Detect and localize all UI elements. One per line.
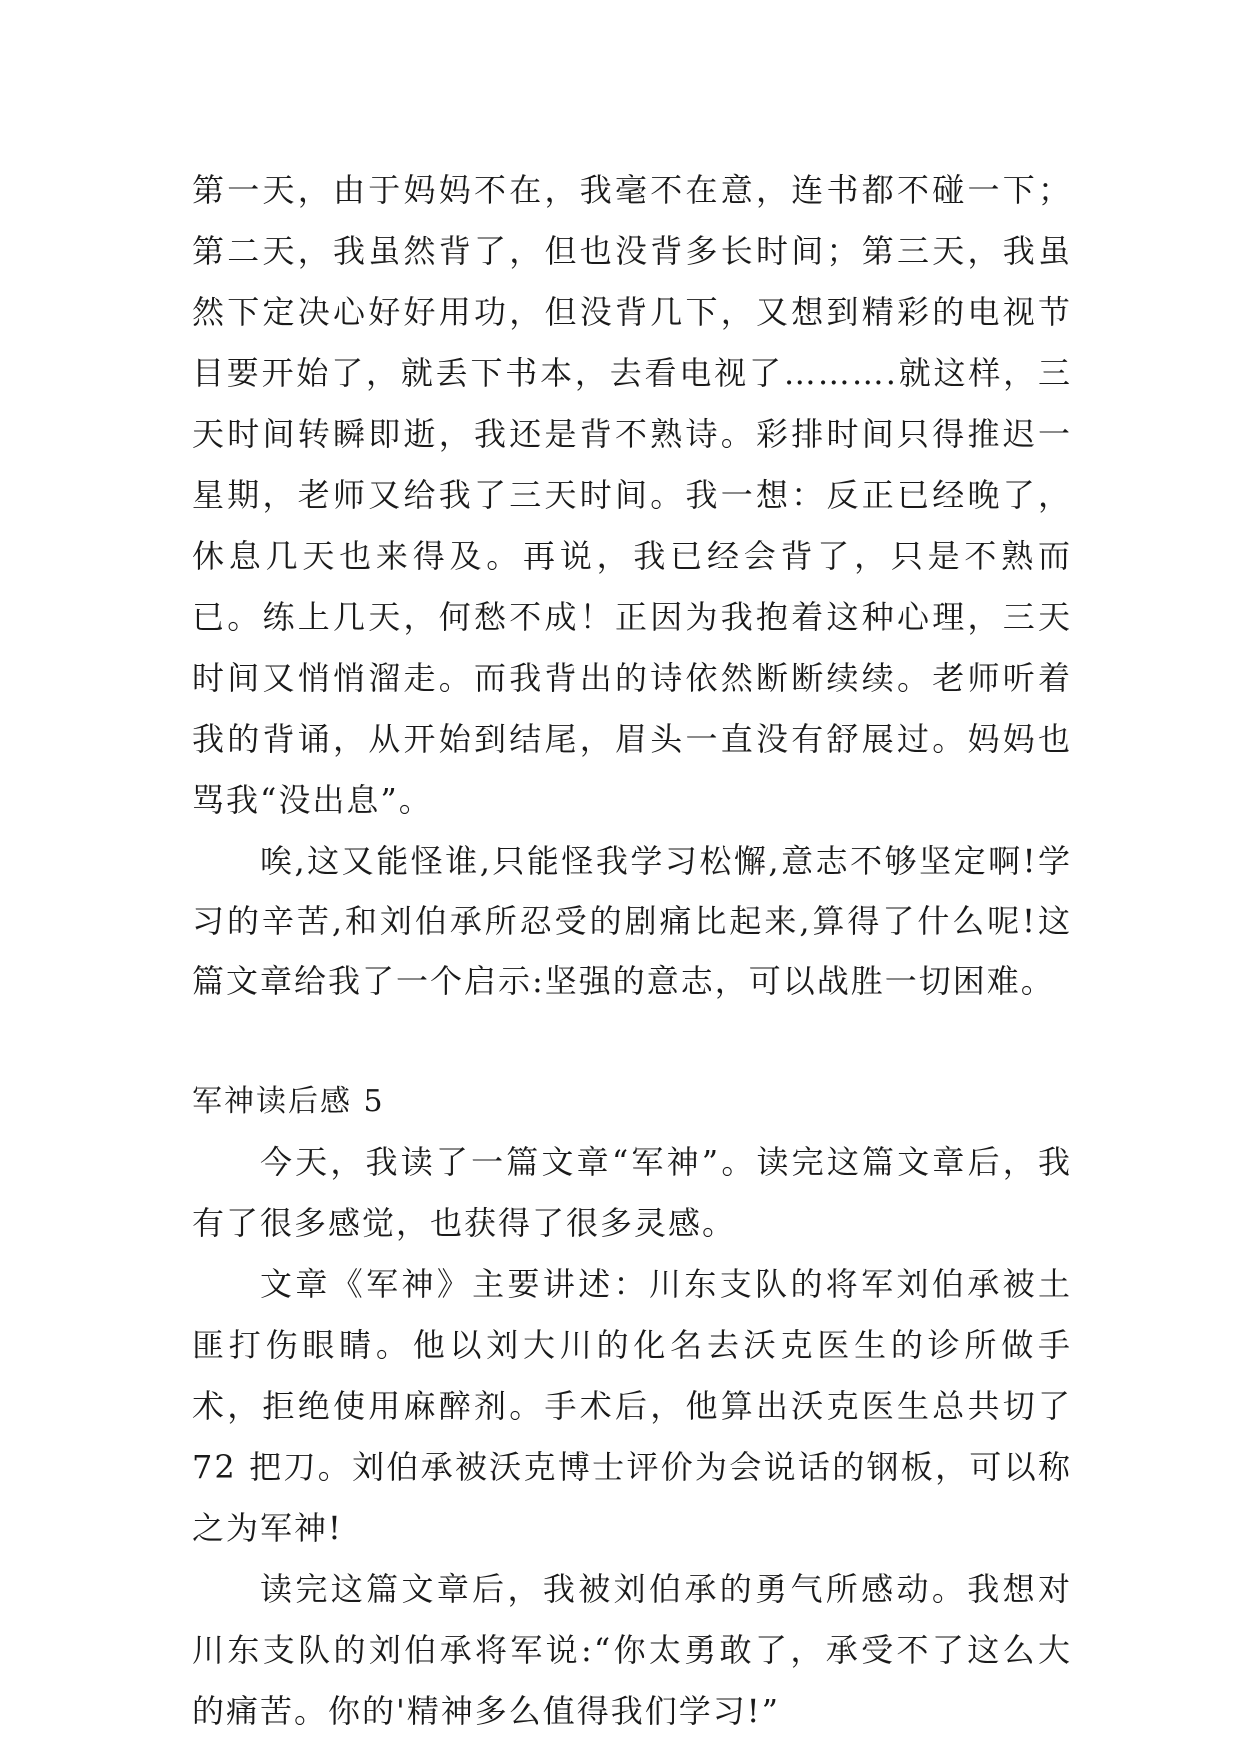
section-title: 军神读后感 5 [192,1084,385,1119]
paragraph-2: 唉,这又能怪谁,只能怪我学习松懈,意志不够坚定啊!学习的辛苦,和刘伯承所忍受的剧痛比起来,算得了什么呢!这篇文章给我了一个启示:坚强的意志，可以战胜一切困难。 [192,842,1072,1000]
paragraph-5: 读完这篇文章后，我被刘伯承的勇气所感动。我想对川东支队的刘伯承将军说:“你太勇敢了，承受不了这么大的痛苦。你的'精神多么值得我们学习!” [192,1570,1072,1730]
paragraph-4: 文章《军神》主要讲述：川东支队的将军刘伯承被土匪打伤眼睛。他以刘大川的化名去沃克医生的诊所做手术，拒绝使用麻醉剂。手术后，他算出沃克医生总共切了 72 把刀。刘伯承被沃克博士评价为会说话的钢板，可以称之为军神! [192,1265,1072,1547]
paragraph-3: 今天，我读了一篇文章“军神”。读完这篇文章后，我有了很多感觉，也获得了很多灵感。 [192,1143,1072,1242]
document-body [192,160,1072,1742]
paragraph-1: 第一天，由于妈妈不在，我毫不在意，连书都不碰一下；第二天，我虽然背了，但也没背多长时间；第三天，我虽然下定决心好好用功，但没背几下，又想到精彩的电视节目要开始了，就丢下书本，去看电视了……….就这样，三天时间转瞬即逝，我还是背不熟诗。彩排时间只得推迟一星期，老师又给我了三天时间。我一想：反正已经晚了，休息几天也来得及。再说，我已经会背了，只是不熟而已。练上几天，何愁不成！正因为我抱着这种心理，三天时间又悄悄溜走。而我背出的诗依然断断续续。老师听着我的背诵，从开始到结尾，眉头一直没有舒展过。妈妈也骂我“没出息”。 [192,171,1072,819]
